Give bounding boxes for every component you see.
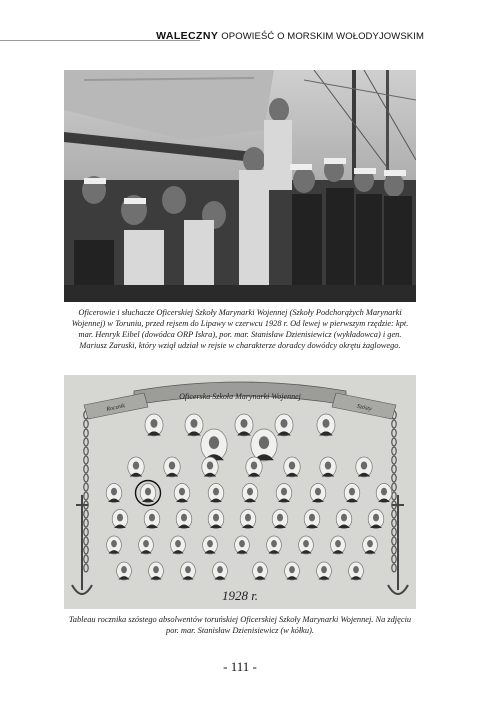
running-head (156, 30, 424, 42)
page-number: - 111 - (223, 659, 257, 674)
book-subtitle: OPOWIEŚĆ O MORSKIM WOŁODYJOWSKIM (221, 31, 424, 42)
tableau-left-ribbon: Rocznik (105, 403, 126, 413)
book-title: WALECZNY (156, 30, 219, 42)
tableau-banner: Oficerska Szkoła Marynarki Wojennej (179, 392, 301, 401)
caption-1: Oficerowie i słuchacze Oficerskiej Szkoły Marynarki Wojennej (Szkoły Podchorążych Marynarki Wojennej) w Toruniu, przed rejsem do Lipawy w czerwcu 1928 r. Od lewej w pierwszym rzędzie: kpt. mar. Henryk Eibel (dowódca ORP Iskra), por. mar. Stanisław Dzienisiewicz (wykładowca) i gen. Mariusz Zaruski, który wziął udział w rejsie w charakterze doradcy dowódcy okrętu żaglowego. (71, 308, 409, 350)
photo-officers-on-deck (64, 70, 416, 302)
tableau-year: 1928 r. (221, 588, 259, 603)
photo-class-tableau (64, 375, 416, 609)
tableau-right-ribbon: Szósty (356, 403, 373, 413)
caption-2: Tableau rocznika szóstego absolwentów toruńskiej Oficerskiej Szkoły Marynarki Wojennej. Na zdjęciu por. mar. Stanisław Dzienisiewicz (w kółku). (68, 615, 412, 635)
